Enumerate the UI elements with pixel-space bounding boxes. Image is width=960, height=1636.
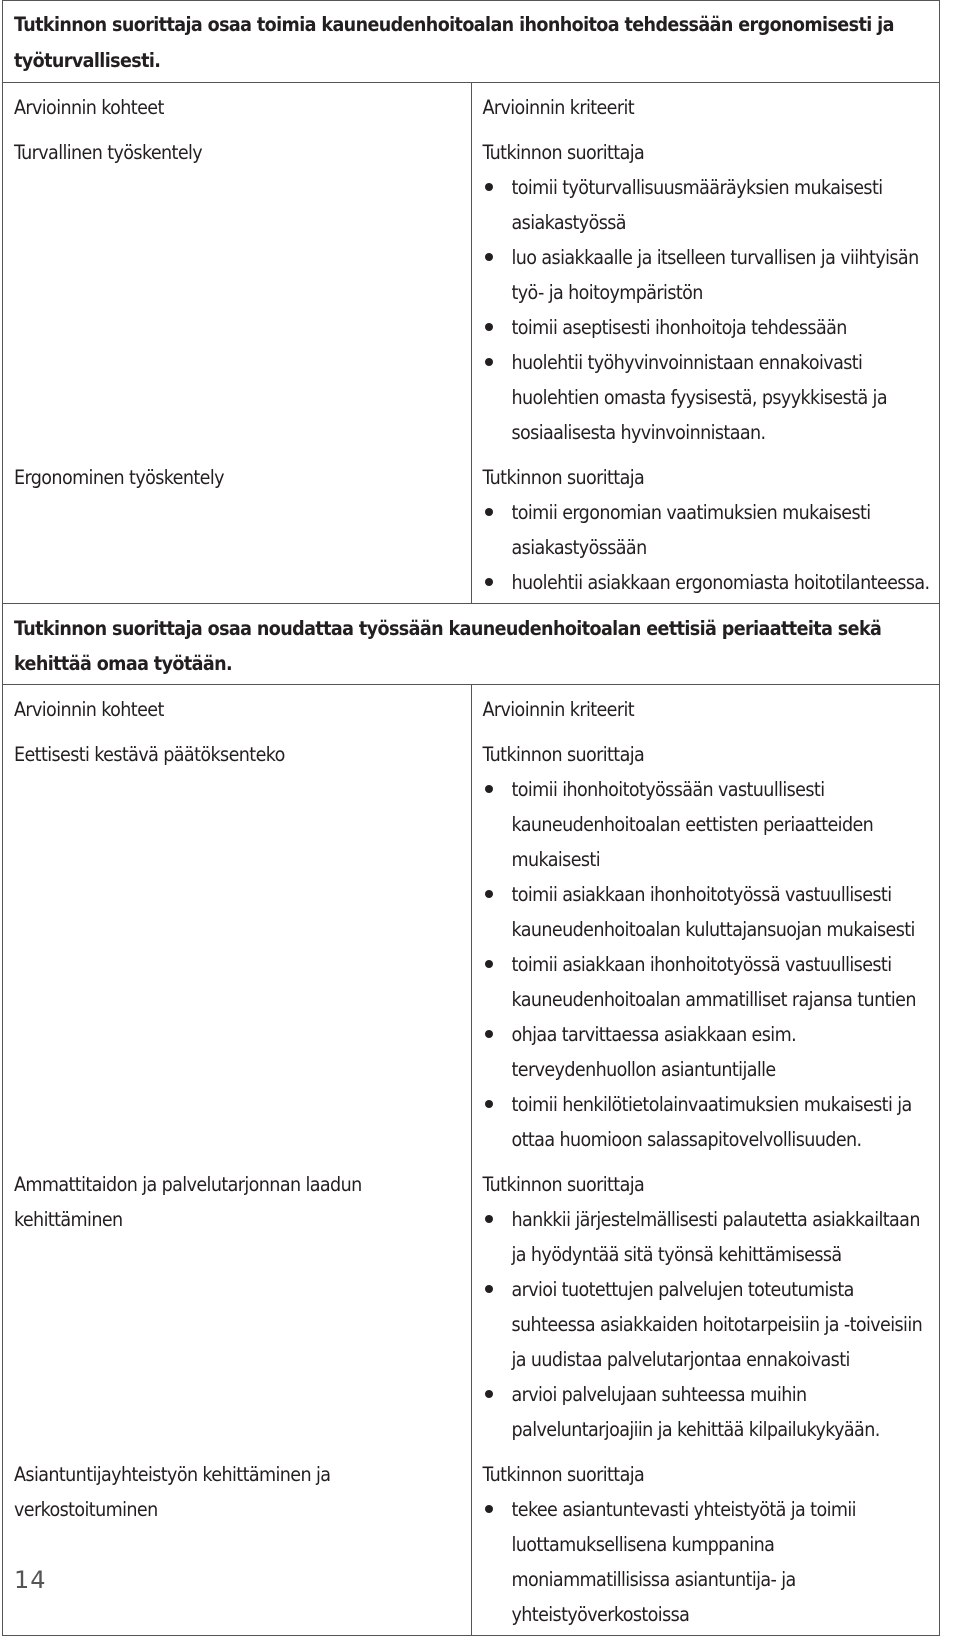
section-2-row-2	[3, 1160, 940, 1450]
assessment-target: Asiantuntijayhteistyön kehittäminen ja verkostoituminen	[14, 1463, 331, 1521]
criteria-item: toimii asiakkaan ihonhoitotyössä vastuullisesti kauneudenhoitoalan ammatilliset rajansa tuntien	[483, 947, 932, 1017]
criteria-item: huolehtii asiakkaan ergonomiasta hoitotilanteessa.	[483, 565, 932, 600]
assessment-target: Ergonominen työskentely	[14, 466, 224, 489]
section-1-column-row	[3, 83, 940, 129]
section-2-row-1	[3, 730, 940, 1160]
criteria-cell	[471, 1160, 940, 1450]
assessment-target: Ammattitaidon ja palvelutarjonnan laadun kehittäminen	[14, 1173, 362, 1231]
criteria-list	[483, 170, 932, 450]
section-1-header-row	[3, 1, 940, 83]
section-1-col-targets: Arvioinnin kohteet	[3, 83, 472, 129]
criteria-item: arvioi tuotettujen palvelujen toteutumista suhteessa asiakkaiden hoitotarpeisiin ja -toiveisiin ja uudistaa palvelutarjontaa ennakoivasti	[483, 1272, 932, 1377]
criteria-lead: Tutkinnon suorittaja	[482, 743, 645, 766]
criteria-item: luo asiakkaalle ja itselleen turvallisen ja viihtyisän työ- ja hoitoympäristön	[483, 240, 932, 310]
criteria-table	[2, 0, 940, 1636]
criteria-item: huolehtii työhyvinvoinnistaan ennakoivasti huolehtien omasta fyysisestä, psyykkisestä ja sosiaalisesta hyvinvoinnistaan.	[483, 345, 932, 450]
criteria-list	[483, 495, 932, 600]
criteria-lead: Tutkinnon suorittaja	[482, 1173, 645, 1196]
criteria-item: toimii aseptisesti ihonhoitoja tehdessään	[483, 310, 932, 345]
section-2-title: Tutkinnon suorittaja osaa noudattaa työssään kauneudenhoitoalan eettisiä periaatteita sekä kehittää omaa työtään.	[3, 604, 940, 685]
section-2-col-criteria: Arvioinnin kriteerit	[471, 685, 940, 731]
criteria-item: toimii työturvallisuusmääräyksien mukaisesti asiakastyössä	[483, 170, 932, 240]
criteria-item: hankkii järjestelmällisesti palautetta asiakkailtaan ja hyödyntää sitä työnsä kehittämisessä	[483, 1202, 932, 1272]
criteria-item: toimii ergonomian vaatimuksien mukaisesti asiakastyössään	[483, 495, 932, 565]
criteria-item: arvioi palvelujaan suhteessa muihin palveluntarjoajiin ja kehittää kilpailukykyään.	[483, 1377, 932, 1447]
criteria-item: toimii henkilötietolainvaatimuksien mukaisesti ja ottaa huomioon salassapitovelvollisuuden.	[483, 1087, 932, 1157]
assessment-target: Eettisesti kestävä päätöksenteko	[14, 743, 285, 766]
criteria-cell	[471, 730, 940, 1160]
criteria-lead: Tutkinnon suorittaja	[482, 1463, 645, 1486]
section-2-col-targets: Arvioinnin kohteet	[3, 685, 472, 731]
criteria-item: ohjaa tarvittaessa asiakkaan esim. terveydenhuollon asiantuntijalle	[483, 1017, 932, 1087]
criteria-cell	[471, 1450, 940, 1636]
assessment-target: Turvallinen työskentely	[14, 141, 203, 164]
criteria-list	[483, 1202, 932, 1447]
criteria-lead: Tutkinnon suorittaja	[482, 141, 645, 164]
section-1-title: Tutkinnon suorittaja osaa toimia kauneudenhoitoalan ihonhoitoa tehdessään ergonomisesti ja työturvallisesti.	[3, 1, 940, 83]
page-number: 14	[14, 1566, 47, 1594]
section-1-row-2	[3, 453, 940, 604]
criteria-lead: Tutkinnon suorittaja	[482, 466, 645, 489]
criteria-list	[483, 1492, 932, 1632]
section-1-col-criteria: Arvioinnin kriteerit	[471, 83, 940, 129]
section-2-row-3	[3, 1450, 940, 1636]
criteria-cell	[471, 128, 940, 453]
criteria-cell	[471, 453, 940, 604]
criteria-list	[483, 772, 932, 1157]
criteria-item: toimii ihonhoitotyössään vastuullisesti kauneudenhoitoalan eettisten periaatteiden mukaisesti	[483, 772, 932, 877]
section-2-header-row	[3, 604, 940, 685]
section-1-row-1	[3, 128, 940, 453]
section-2-column-row	[3, 685, 940, 731]
criteria-item: tekee asiantuntevasti yhteistyötä ja toimii luottamuksellisena kumppanina moniammatillisissa asiantuntija- ja yhteistyöverkostoissa	[483, 1492, 932, 1632]
criteria-item: toimii asiakkaan ihonhoitotyössä vastuullisesti kauneudenhoitoalan kuluttajansuojan mukaisesti	[483, 877, 932, 947]
